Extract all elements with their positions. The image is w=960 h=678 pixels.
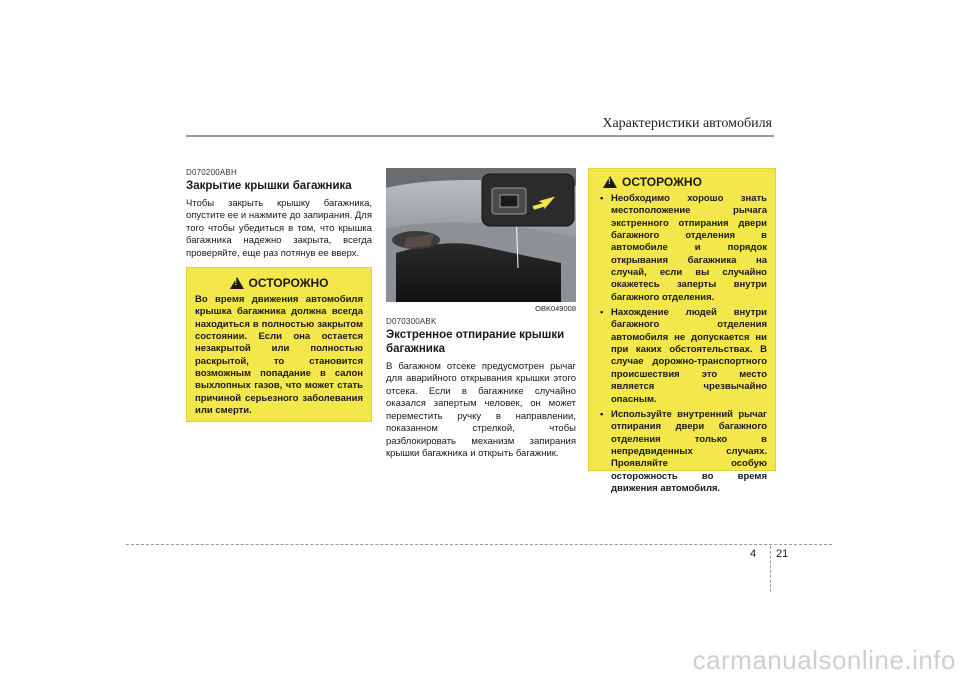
warning-title — [597, 175, 767, 189]
footer-divider — [770, 546, 771, 592]
column-right — [588, 168, 776, 494]
warning-triangle-icon: ! — [230, 277, 244, 289]
trunk-release-photo — [386, 168, 576, 302]
warning-text: Во время движения автомобиля крышка багажника должна всегда находиться в полностью закрытом состоянии. Если она остается незакрытой или полностью раскрытой, то становится возможным попадание в салон выхлопных газов, что может стать причиной серьезного заболевания или смерти. — [195, 294, 363, 417]
footer-section-number: 4 — [750, 548, 757, 560]
header-rule — [186, 135, 774, 137]
warning-list-item: • Необходимо хорошо знать местоположение рычага экстренного отпирания двери багажного отделения в автомобиле и порядок открывания багажника на случай, если вы случайно окажетесь заперты внутри багажного отделения. — [597, 193, 767, 304]
figure-caption: OBK049008 — [535, 304, 576, 313]
section2 — [386, 317, 576, 461]
trunk-illustration — [386, 168, 576, 302]
page-header-title: Характеристики автомобиля — [602, 116, 772, 131]
section-body: Чтобы закрыть крышку багажника, опустите ее и нажмите до запирания. Для того чтобы убедиться в том, что крышка багажника надежно закрыта, всегда проверяйте, еще раз потянув ее вверх. — [186, 197, 372, 259]
warning-title-text: ОСТОРОЖНО — [622, 175, 702, 189]
warning-box-right — [588, 168, 776, 494]
column-middle — [386, 168, 576, 461]
footer-rule — [126, 544, 832, 545]
section-body: В багажном отсеке предусмотрен рычаг для аварийного открывания крышки этого отсека. Если в багажнике случайно оказался запертым человек, он может переместить ручку в направлении, показанном стрелкой, чтобы разблокировать механизм запирания крышки багажника и открыть багажник. — [386, 360, 576, 460]
section-code: D070200ABH — [186, 168, 237, 177]
warning-list — [597, 193, 767, 495]
warning-list-item: • Используйте внутренний рычаг отпирания двери багажного отделения только в непредвиденных случаях. Проявляйте особую осторожность во время движения автомобиля. — [597, 409, 767, 495]
section-heading: Экстренное отпирание крышки багажника — [386, 329, 565, 355]
warning-triangle-icon: ! — [603, 176, 617, 188]
section-heading: Закрытие крышки багажника — [186, 180, 352, 192]
section-code: D070300ABK — [386, 317, 437, 326]
warning-title — [195, 276, 363, 290]
warning-list-item: • Нахождение людей внутри багажного отделения автомобиля не допускается ни при каких обстоятельствах. В случае дорожно-транспортного происшествия это место является чрезвычайно опасным. — [597, 307, 767, 406]
footer-page-number: 21 — [776, 548, 789, 560]
watermark: carmanualsonline.info — [692, 645, 956, 675]
warning-box-left — [186, 267, 372, 422]
column-left — [186, 168, 372, 260]
warning-title-text: ОСТОРОЖНО — [248, 276, 329, 290]
